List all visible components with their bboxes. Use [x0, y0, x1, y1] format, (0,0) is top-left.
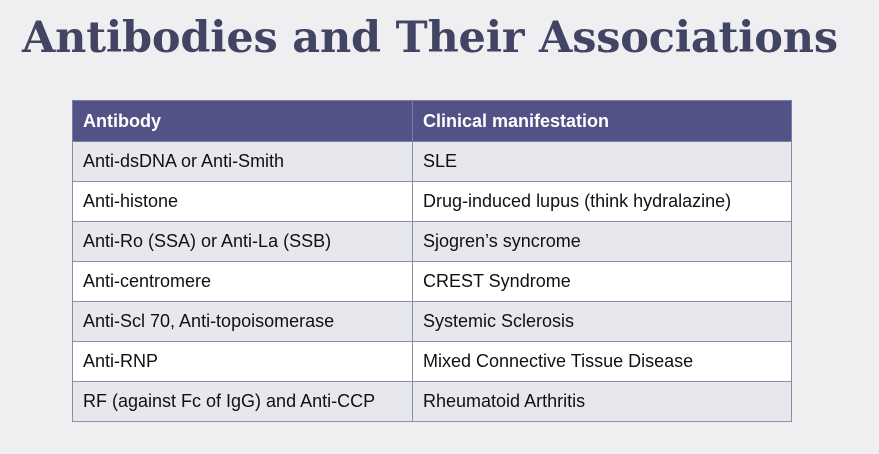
- table-row: [73, 382, 792, 422]
- antibody-table-container: [72, 100, 791, 422]
- manifestation-cell: Drug-induced lupus (think hydralazine): [413, 182, 792, 222]
- manifestation-cell: Systemic Sclerosis: [413, 302, 792, 342]
- table-row: [73, 262, 792, 302]
- antibody-cell: Anti-centromere: [73, 262, 413, 302]
- header-antibody: Antibody: [73, 101, 413, 142]
- antibody-cell: Anti-RNP: [73, 342, 413, 382]
- manifestation-cell: Mixed Connective Tissue Disease: [413, 342, 792, 382]
- table-header-row: [73, 101, 792, 142]
- header-clinical-manifestation: Clinical manifestation: [413, 101, 792, 142]
- table-row: [73, 222, 792, 262]
- antibody-cell: RF (against Fc of IgG) and Anti-CCP: [73, 382, 413, 422]
- page-title: Antibodies and Their Associations: [22, 13, 838, 63]
- table-row: [73, 182, 792, 222]
- antibody-cell: Anti-Ro (SSA) or Anti-La (SSB): [73, 222, 413, 262]
- antibody-cell: Anti-Scl 70, Anti-topoisomerase: [73, 302, 413, 342]
- table-row: [73, 342, 792, 382]
- table-row: [73, 302, 792, 342]
- manifestation-cell: Sjogren’s syncrome: [413, 222, 792, 262]
- table-row: [73, 142, 792, 182]
- manifestation-cell: CREST Syndrome: [413, 262, 792, 302]
- antibody-cell: Anti-histone: [73, 182, 413, 222]
- manifestation-cell: SLE: [413, 142, 792, 182]
- antibody-cell: Anti-dsDNA or Anti-Smith: [73, 142, 413, 182]
- manifestation-cell: Rheumatoid Arthritis: [413, 382, 792, 422]
- antibody-table: [72, 100, 792, 422]
